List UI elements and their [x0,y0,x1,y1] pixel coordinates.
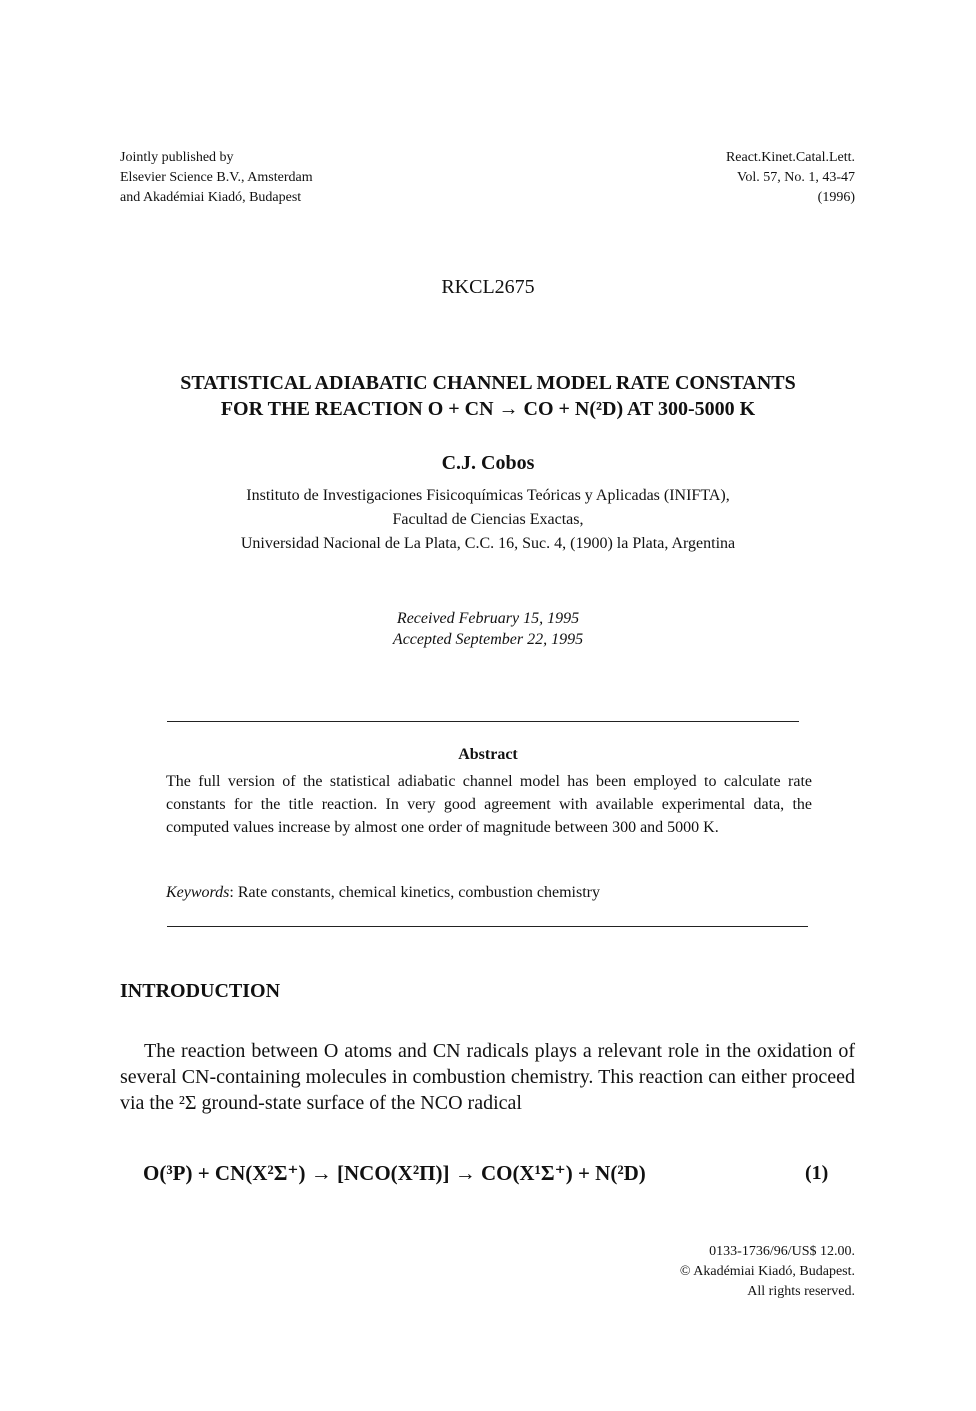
affiliation-line: Universidad Nacional de La Plata, C.C. 16, Suc. 4, (1900) la Plata, Argentina [240,535,736,552]
title-line-1: STATISTICAL ADIABATIC CHANNEL MODEL RATE CONSTANTS [180,372,796,394]
journal-line: Vol. 57, No. 1, 43-47 [737,170,855,185]
journal-line: (1996) [817,190,855,205]
abstract-heading: Abstract [458,746,518,763]
footer-line: All rights reserved. [747,1284,855,1299]
keywords [166,884,600,902]
title-line-2: FOR THE REACTION O + CN → CO + N(²D) AT 300-5000 K [220,398,756,420]
author-name: C.J. Cobos [441,452,535,474]
paper-title [100,370,876,422]
affiliation-line: Instituto de Investigaciones Fisicoquímicas Teóricas y Aplicadas (INIFTA), [246,487,730,504]
introduction-heading: INTRODUCTION [120,980,281,1002]
publisher-line: Elsevier Science B.V., Amsterdam [120,170,313,185]
keywords-label: Keywords [166,884,230,901]
received-date: Received February 15, 1995 [396,610,580,627]
publisher-line: Jointly published by [120,150,234,165]
equation-number: (1) [805,1162,829,1184]
keywords-text: : Rate constants, chemical kinetics, combustion chemistry [229,884,600,901]
affiliation [100,484,876,556]
journal-info [726,148,855,208]
publisher-line: and Akadémiai Kiadó, Budapest [120,190,302,205]
reaction-equation: O(³P) + CN(X²Σ⁺) → [NCO(X²Π)] → CO(X¹Σ⁺) + N(²D) [143,1161,646,1185]
affiliation-line: Facultad de Ciencias Exactas, [392,511,584,528]
abstract-top-rule [167,721,799,722]
journal-line: React.Kinet.Catal.Lett. [725,150,855,165]
accepted-date: Accepted September 22, 1995 [392,631,584,648]
copyright-footer [680,1242,855,1302]
submission-dates [0,608,976,650]
abstract-bottom-rule [167,926,808,927]
abstract-text: The full version of the statistical adiabatic channel model has been employed to calculate rate constants for the title reaction. In very good agreement with available experimental data, the computed values increase by almost one order of magnitude between 300 and 5000 K. [166,773,812,836]
footer-line: © Akadémiai Kiadó, Budapest. [679,1264,855,1279]
article-code: RKCL2675 [441,276,535,298]
footer-line: 0133-1736/96/US$ 12.00. [709,1244,855,1259]
introduction-text: The reaction between O atoms and CN radicals plays a relevant role in the oxidation of several CN-containing molecules in combustion chemistry. This reaction can either proceed via the ²Σ ground-state surface of the NCO radical [120,1040,855,1114]
publisher-info [120,148,313,208]
